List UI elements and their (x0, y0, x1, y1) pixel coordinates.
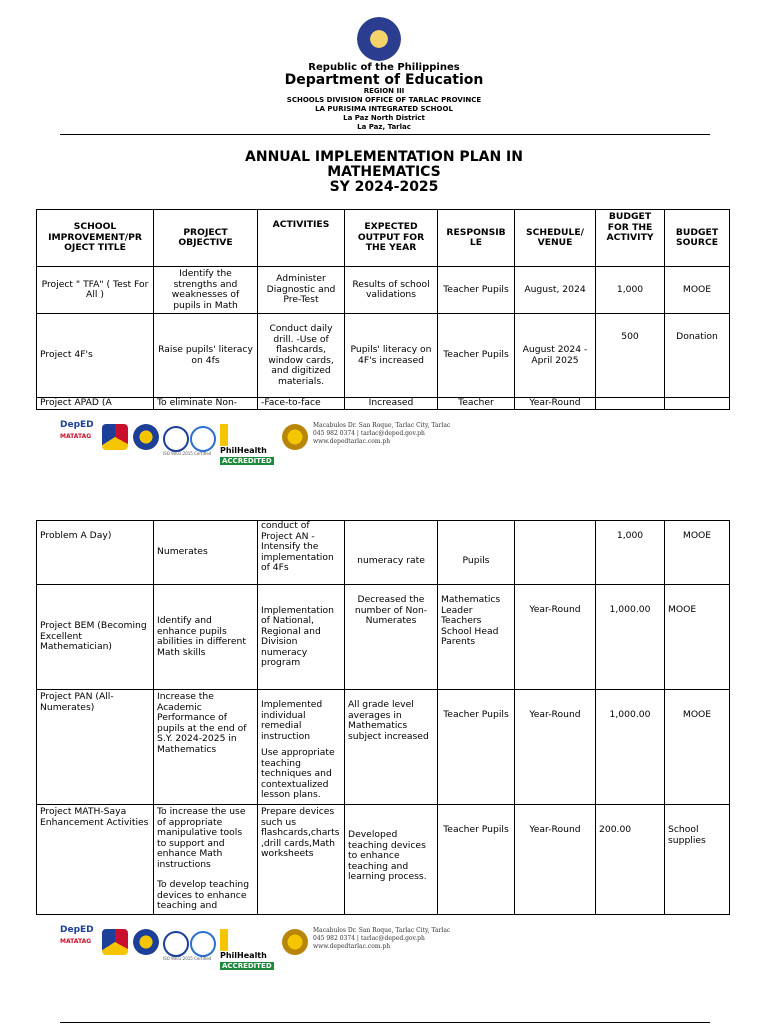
cell-source: MOOE (665, 521, 730, 585)
title-line-2: MATHEMATICS (327, 164, 441, 180)
award-logo (282, 929, 308, 955)
table-row (37, 805, 730, 915)
cell-responsible: Mathematics Leader Teachers School Head Parents (438, 585, 515, 690)
cell-activities: -Face-to-face (258, 398, 345, 410)
cell-objective: To eliminate Non- (154, 398, 258, 410)
iso-certified-label: ISO 9001:2015 Certified (163, 956, 212, 961)
website-line: www.depedtarlac.com.ph (313, 943, 391, 950)
header-divider (60, 134, 710, 135)
deped-seal-logo (357, 17, 401, 61)
cell-objective: Identify the strengths and weaknesses of pupils in Math (154, 267, 258, 314)
title-line-3: SY 2024-2025 (329, 180, 439, 194)
district-text: La Paz North District (343, 114, 425, 122)
cell-output: All grade level averages in Mathematics subject increased (345, 690, 438, 805)
address-line: Macabulos Dr. San Roque, Tarlac City, Tarlac (313, 927, 451, 934)
cell-schedule: Year-Round (515, 585, 596, 690)
cell-objective: Identify and enhance pupils abilities in different Math skills (154, 585, 258, 690)
cell-budget (596, 398, 665, 410)
philhealth-label: PhilHealth (220, 951, 267, 960)
cell-title: Project 4F's (37, 314, 154, 398)
cell-objective: Numerates (154, 521, 258, 585)
matatag-label: MATATAG (60, 433, 92, 440)
cell-activities (258, 690, 345, 805)
cell-responsible: Teacher Pupils (438, 805, 515, 915)
cell-output: numeracy rate (345, 521, 438, 585)
cell-responsible: Teacher Pupils (438, 267, 515, 314)
cell-schedule: August, 2024 (515, 267, 596, 314)
division-seal-logo (133, 424, 159, 450)
cell-source (665, 398, 730, 410)
contact-address (313, 422, 450, 446)
cell-source: MOOE (665, 690, 730, 805)
division-seal-logo (133, 929, 159, 955)
table-row (37, 398, 730, 410)
iso-logo (163, 931, 189, 957)
cell-title: Project PAN (All-Numerates) (37, 690, 154, 805)
cell-activities: conduct of Project AN -Intensify the implementation of 4Fs (258, 521, 345, 585)
cell-activities: Administer Diagnostic and Pre-Test (258, 267, 345, 314)
certification-logo (190, 426, 216, 452)
bagong-pilipinas-logo (102, 929, 128, 955)
activity-text: Use appropriate teaching techniques and contextualized lesson plans. (261, 747, 335, 800)
cell-activities: Conduct daily drill. -Use of flashcards, window cards, and digitized materials. (258, 314, 345, 398)
cell-schedule: Year-Round (515, 690, 596, 805)
cell-objective: Increase the Academic Performance of pupils at the end of S.Y. 2024-2025 in Mathematics (154, 690, 258, 805)
plan-table-page1 (36, 209, 730, 410)
table-row (37, 314, 730, 398)
cell-budget: 1,000.00 (596, 585, 665, 690)
certification-logo (190, 931, 216, 957)
cell-output: Increased (345, 398, 438, 410)
cell-budget: 500 (596, 314, 665, 398)
cell-activities: Prepare devices such us flashcards,charts ,drill cards,Math worksheets (258, 805, 345, 915)
cell-responsible: Pupils (438, 521, 515, 585)
cell-budget: 1,000.00 (596, 690, 665, 805)
col-header-objective: PROJECT OBJECTIVE (154, 210, 258, 267)
cell-title: Project " TFA" ( Test For All ) (37, 267, 154, 314)
cell-schedule: Year-Round (515, 398, 596, 410)
cell-budget: 200.00 (596, 805, 665, 915)
town-text: La Paz, Tarlac (357, 123, 411, 131)
activity-text: Implemented individual remedial instruction (261, 699, 323, 742)
cell-output: Decreased the number of Non-Numerates (345, 585, 438, 690)
table-row (37, 690, 730, 805)
cell-budget: 1,000 (596, 267, 665, 314)
table-row (37, 521, 730, 585)
document-title (0, 150, 768, 194)
cell-title: Project APAD (A (37, 398, 154, 410)
philhealth-logo (220, 424, 276, 465)
cell-output: Developed teaching devices to enhance teaching and learning process. (345, 805, 438, 915)
table-header-row (37, 210, 730, 267)
cell-schedule (515, 521, 596, 585)
contact-address (313, 927, 450, 951)
cell-title: Problem A Day) (37, 521, 154, 585)
deped-matatag-logo (60, 925, 92, 959)
accredited-label: ACCREDITED (222, 962, 272, 970)
republic-text: Republic of the Philippines (308, 62, 460, 73)
philhealth-logo (220, 929, 276, 970)
table-row (37, 267, 730, 314)
cell-title: Project MATH-Saya Enhancement Activities (37, 805, 154, 915)
cell-output: Pupils' literacy on 4F's increased (345, 314, 438, 398)
matatag-label: MATATAG (60, 938, 92, 945)
department-text: Department of Education (284, 72, 484, 88)
cell-responsible: Teacher Pupils (438, 314, 515, 398)
plan-table-page2 (36, 520, 730, 915)
phone-email-line: 045 982 0374 | tarlac@deped.gov.ph (313, 430, 425, 437)
col-header-schedule: SCHEDULE/ VENUE (515, 210, 596, 267)
cell-responsible: Teacher (438, 398, 515, 410)
phone-email-line: 045 982 0374 | tarlac@deped.gov.ph (313, 935, 425, 942)
iso-certified-label: ISO 9001:2015 Certified (163, 451, 212, 456)
cell-source: School supplies (665, 805, 730, 915)
deped-matatag-logo (60, 420, 92, 454)
table-row (37, 585, 730, 690)
deped-label: DepED (60, 925, 94, 935)
cell-source: MOOE (665, 267, 730, 314)
col-header-responsible: RESPONSIB LE (438, 210, 515, 267)
col-header-budget: BUDGET FOR THE ACTIVITY (596, 210, 665, 267)
deped-label: DepED (60, 420, 94, 430)
cell-objective (154, 805, 258, 915)
col-header-output: EXPECTED OUTPUT FOR THE YEAR (345, 210, 438, 267)
col-header-activities: ACTIVITIES (258, 210, 345, 267)
cell-schedule: Year-Round (515, 805, 596, 915)
title-line-1: ANNUAL IMPLEMENTATION PLAN IN (245, 149, 523, 165)
bagong-pilipinas-logo (102, 424, 128, 450)
page-bottom-rule (60, 1022, 710, 1023)
region-text: REGION III (363, 87, 405, 95)
school-text: LA PURISIMA INTEGRATED SCHOOL (315, 105, 453, 113)
award-logo (282, 424, 308, 450)
website-line: www.depedtarlac.com.ph (313, 438, 391, 445)
address-line: Macabulos Dr. San Roque, Tarlac City, Tarlac (313, 422, 451, 429)
cell-schedule: August 2024 - April 2025 (515, 314, 596, 398)
philhealth-label: PhilHealth (220, 446, 267, 455)
cell-source: Donation (665, 314, 730, 398)
objective-text: To increase the use of appropriate manipulative tools to support and enhance Math instructions (157, 806, 246, 870)
cell-budget: 1,000 (596, 521, 665, 585)
cell-output: Results of school validations (345, 267, 438, 314)
cell-activities: Implementation of National, Regional and Division numeracy program (258, 585, 345, 690)
iso-logo (163, 426, 189, 452)
col-header-title: SCHOOL IMPROVEMENT/PR OJECT TITLE (37, 210, 154, 267)
cell-responsible: Teacher Pupils (438, 690, 515, 805)
objective-text: To develop teaching devices to enhance teaching and (157, 879, 250, 911)
footer-logos (60, 420, 460, 465)
footer-logos-2 (60, 925, 460, 970)
cell-objective: Raise pupils' literacy on 4fs (154, 314, 258, 398)
cell-title: Project BEM (Becoming Excellent Mathematician) (37, 585, 154, 690)
accredited-label: ACCREDITED (222, 457, 272, 465)
cell-source: MOOE (665, 585, 730, 690)
division-text: SCHOOLS DIVISION OFFICE OF TARLAC PROVINCE (286, 96, 482, 104)
col-header-source: BUDGET SOURCE (665, 210, 730, 267)
